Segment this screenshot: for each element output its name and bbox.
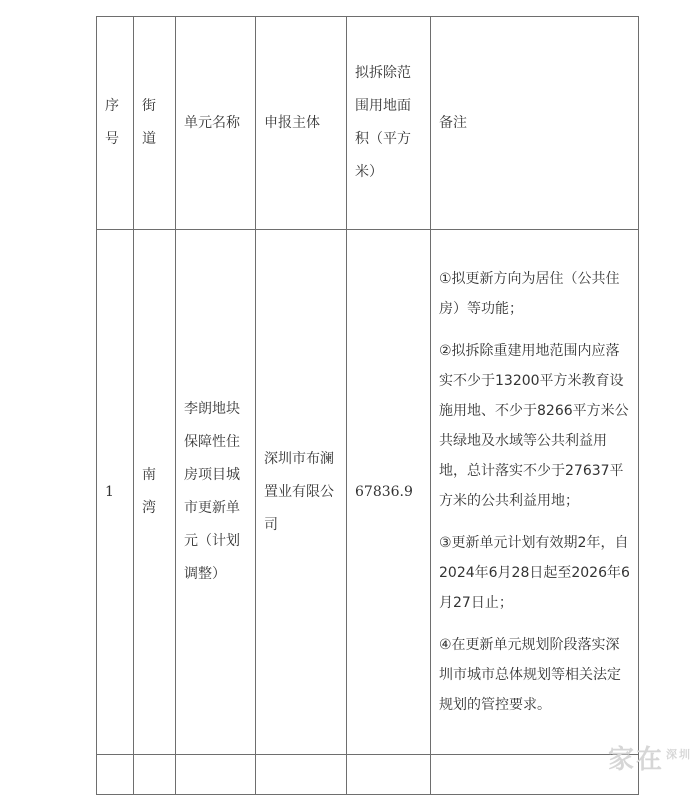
cell-street: 南湾	[134, 230, 176, 755]
cell-seq: 1	[97, 230, 134, 755]
header-area: 拟拆除范围用地面积（平方米）	[347, 17, 431, 230]
cell-applicant: 深圳市布澜置业有限公司	[256, 230, 347, 755]
planning-table	[96, 16, 639, 795]
remark-item-2: ②拟拆除重建用地范围内应落实不少于13200平方米教育设施用地、不少于8266平方米公共绿地及水域等公共利益用地，总计落实不少于27637平方米的公共利益用地；	[439, 343, 629, 509]
remark-item-4: ④在更新单元规划阶段落实深圳市城市总体规划等相关法定规划的管控要求。	[439, 637, 621, 713]
cell-unit-name: 李朗地块保障性住房项目城市更新单元（计划调整）	[176, 230, 256, 755]
header-street: 街道	[134, 17, 176, 230]
watermark-sub: 深圳	[666, 748, 692, 762]
cell-remarks	[431, 230, 639, 755]
cell-area: 67836.9	[347, 230, 431, 755]
header-unit-name: 单元名称	[176, 17, 256, 230]
header-applicant: 申报主体	[256, 17, 347, 230]
remark-item-1: ①拟更新方向为居住（公共住房）等功能；	[439, 271, 620, 317]
table-row-empty	[97, 755, 639, 795]
site-watermark	[608, 739, 692, 776]
header-row	[97, 17, 639, 230]
header-remarks: 备注	[431, 17, 639, 230]
watermark-text: 家在	[607, 745, 664, 775]
table-row	[97, 230, 639, 755]
remark-item-3: ③更新单元计划有效期2年，自2024年6月28日起至2026年6月27日止；	[439, 535, 630, 611]
header-seq: 序号	[97, 17, 134, 230]
